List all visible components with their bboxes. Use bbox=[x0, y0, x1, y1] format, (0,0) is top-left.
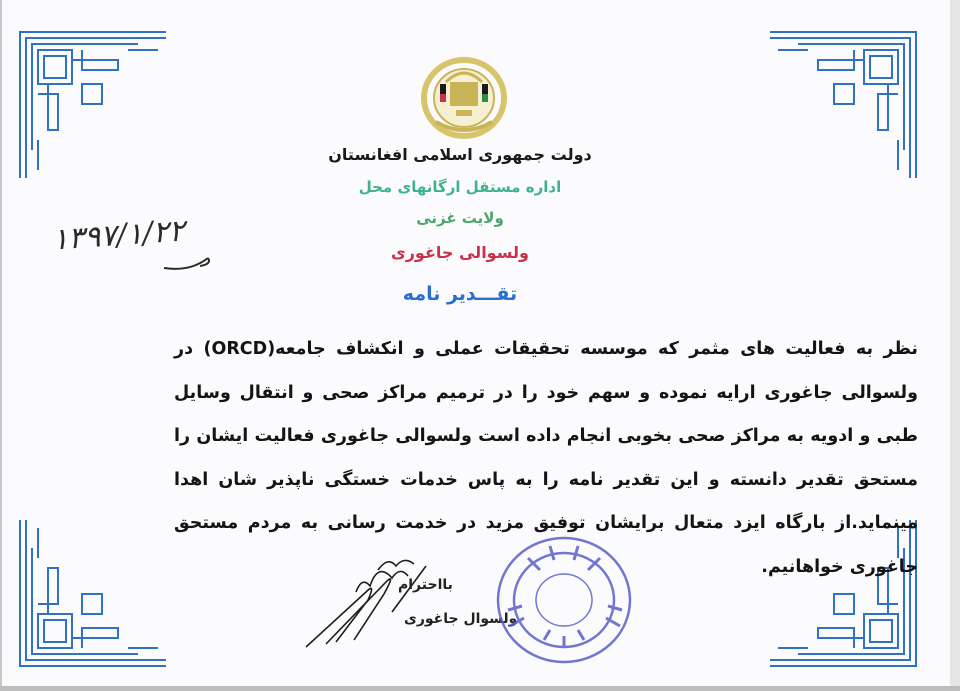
scan-edge-bottom bbox=[0, 686, 960, 691]
border-ornament-top-right bbox=[768, 30, 918, 180]
date-swash-icon bbox=[160, 252, 210, 276]
border-ornament-bottom-left bbox=[18, 518, 168, 668]
border-ornament-top-left bbox=[18, 30, 168, 180]
agency-name: اداره مستقل ارگانهای محل bbox=[358, 178, 562, 196]
border-ornament-icon bbox=[18, 518, 168, 668]
document-title: تقـــدیر نامه bbox=[402, 283, 518, 305]
district-name: ولسوالی جاغوری bbox=[391, 243, 529, 262]
signatory-title: ولسوال جاغوری bbox=[404, 611, 518, 627]
scan-edge-right bbox=[950, 0, 960, 691]
afghanistan-emblem-icon bbox=[418, 52, 510, 140]
official-stamp-icon bbox=[488, 530, 638, 668]
border-ornament-icon bbox=[768, 30, 918, 180]
government-name: دولت جمهوری اسلامی افغانستان bbox=[328, 145, 592, 164]
handwritten-date: ۱۳۹۷/۱/۲۲ bbox=[50, 213, 187, 258]
province-name: ولایت غزنی bbox=[416, 209, 504, 227]
body-paragraph: نظر به فعالیت های مثمر که موسسه تحقیقات عملی و انکشاف جامعه(ORCD) در ولسوالی جاغوری ارایه نموده و سهم خود را در ترمیم مراکز صحی و انتقال وسایل طبی و ادویه به مراکز صحی بخوبی انجام داده است ولسوالی جاغوری فعالیت ایشان را مستحق تقدیر دانسته و این تقدیر نامه را به پاس خدمات خستگی ناپذیر شان اهدا مینماید.از بارگاه ایزد متعال برایشان توفیق مزید در خدمت رسانی به مردم مستحق جاغوری خواهانیم. bbox=[174, 339, 918, 577]
handwritten-signature-icon bbox=[296, 552, 436, 652]
closing-text: بااحترام bbox=[398, 577, 453, 593]
border-ornament-icon bbox=[18, 30, 168, 180]
